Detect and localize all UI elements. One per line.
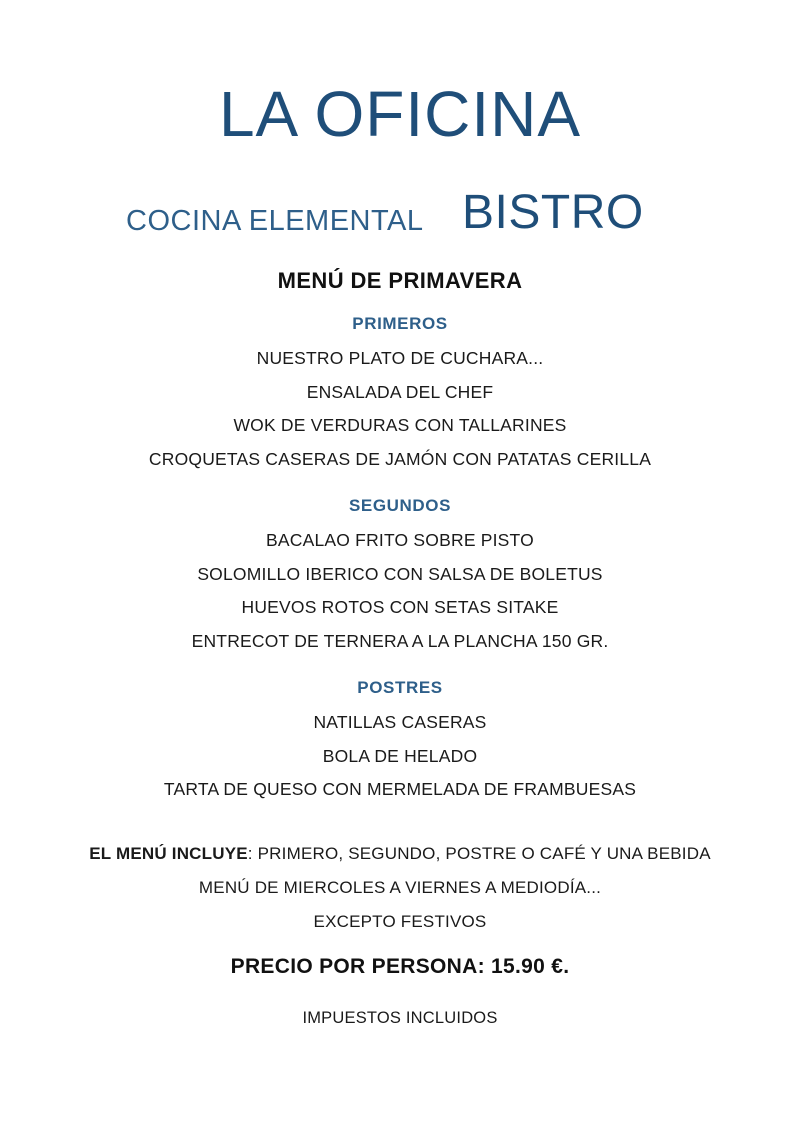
list-item: HUEVOS ROTOS CON SETAS SITAKE bbox=[241, 597, 559, 617]
list-item: SOLOMILLO IBERICO CON SALSA DE BOLETUS bbox=[197, 563, 603, 584]
menu-includes-note bbox=[0, 837, 800, 871]
spacer bbox=[0, 807, 800, 837]
taxes-note: IMPUESTOS INCLUIDOS bbox=[302, 1008, 498, 1027]
list-item: TARTA DE QUESO CON MERMELADA DE FRAMBUESAS bbox=[163, 779, 637, 799]
brand-bistro: BISTRO bbox=[462, 186, 644, 239]
menu-includes-label: EL MENÚ INCLUYE bbox=[89, 843, 248, 863]
price-line: PRECIO POR PERSONA: 15.90 €. bbox=[230, 954, 570, 978]
list-item: BACALAO FRITO SOBRE PISTO bbox=[266, 530, 534, 550]
list-item: ENTRECOT DE TERNERA A LA PLANCHA 150 GR. bbox=[191, 630, 609, 651]
page-title: MENÚ DE PRIMAVERA bbox=[277, 268, 523, 293]
menu-exception: EXCEPTO FESTIVOS bbox=[313, 911, 487, 931]
section-title-postres: POSTRES bbox=[357, 678, 443, 697]
list-item: WOK DE VERDURAS CON TALLARINES bbox=[233, 415, 567, 435]
header bbox=[0, 0, 800, 250]
list-item: CROQUETAS CASERAS DE JAMÓN CON PATATAS CERILLA bbox=[148, 448, 652, 469]
menu-includes-text: : PRIMERO, SEGUNDO, POSTRE O CAFÉ Y UNA BEBIDA bbox=[247, 843, 711, 863]
brand-tagline: COCINA ELEMENTAL bbox=[126, 205, 424, 237]
list-item: NUESTRO PLATO DE CUCHARA... bbox=[256, 348, 544, 368]
section-title-segundos: SEGUNDOS bbox=[348, 496, 452, 515]
section-title-primeros: PRIMEROS bbox=[352, 314, 448, 333]
list-item: NATILLAS CASERAS bbox=[313, 712, 487, 732]
menu-schedule: MENÚ DE MIERCOLES A VIERNES A MEDIODÍA... bbox=[198, 877, 602, 897]
list-item: BOLA DE HELADO bbox=[322, 745, 478, 766]
list-item: ENSALADA DEL CHEF bbox=[306, 381, 494, 402]
brand-title: LA OFICINA bbox=[218, 78, 582, 150]
